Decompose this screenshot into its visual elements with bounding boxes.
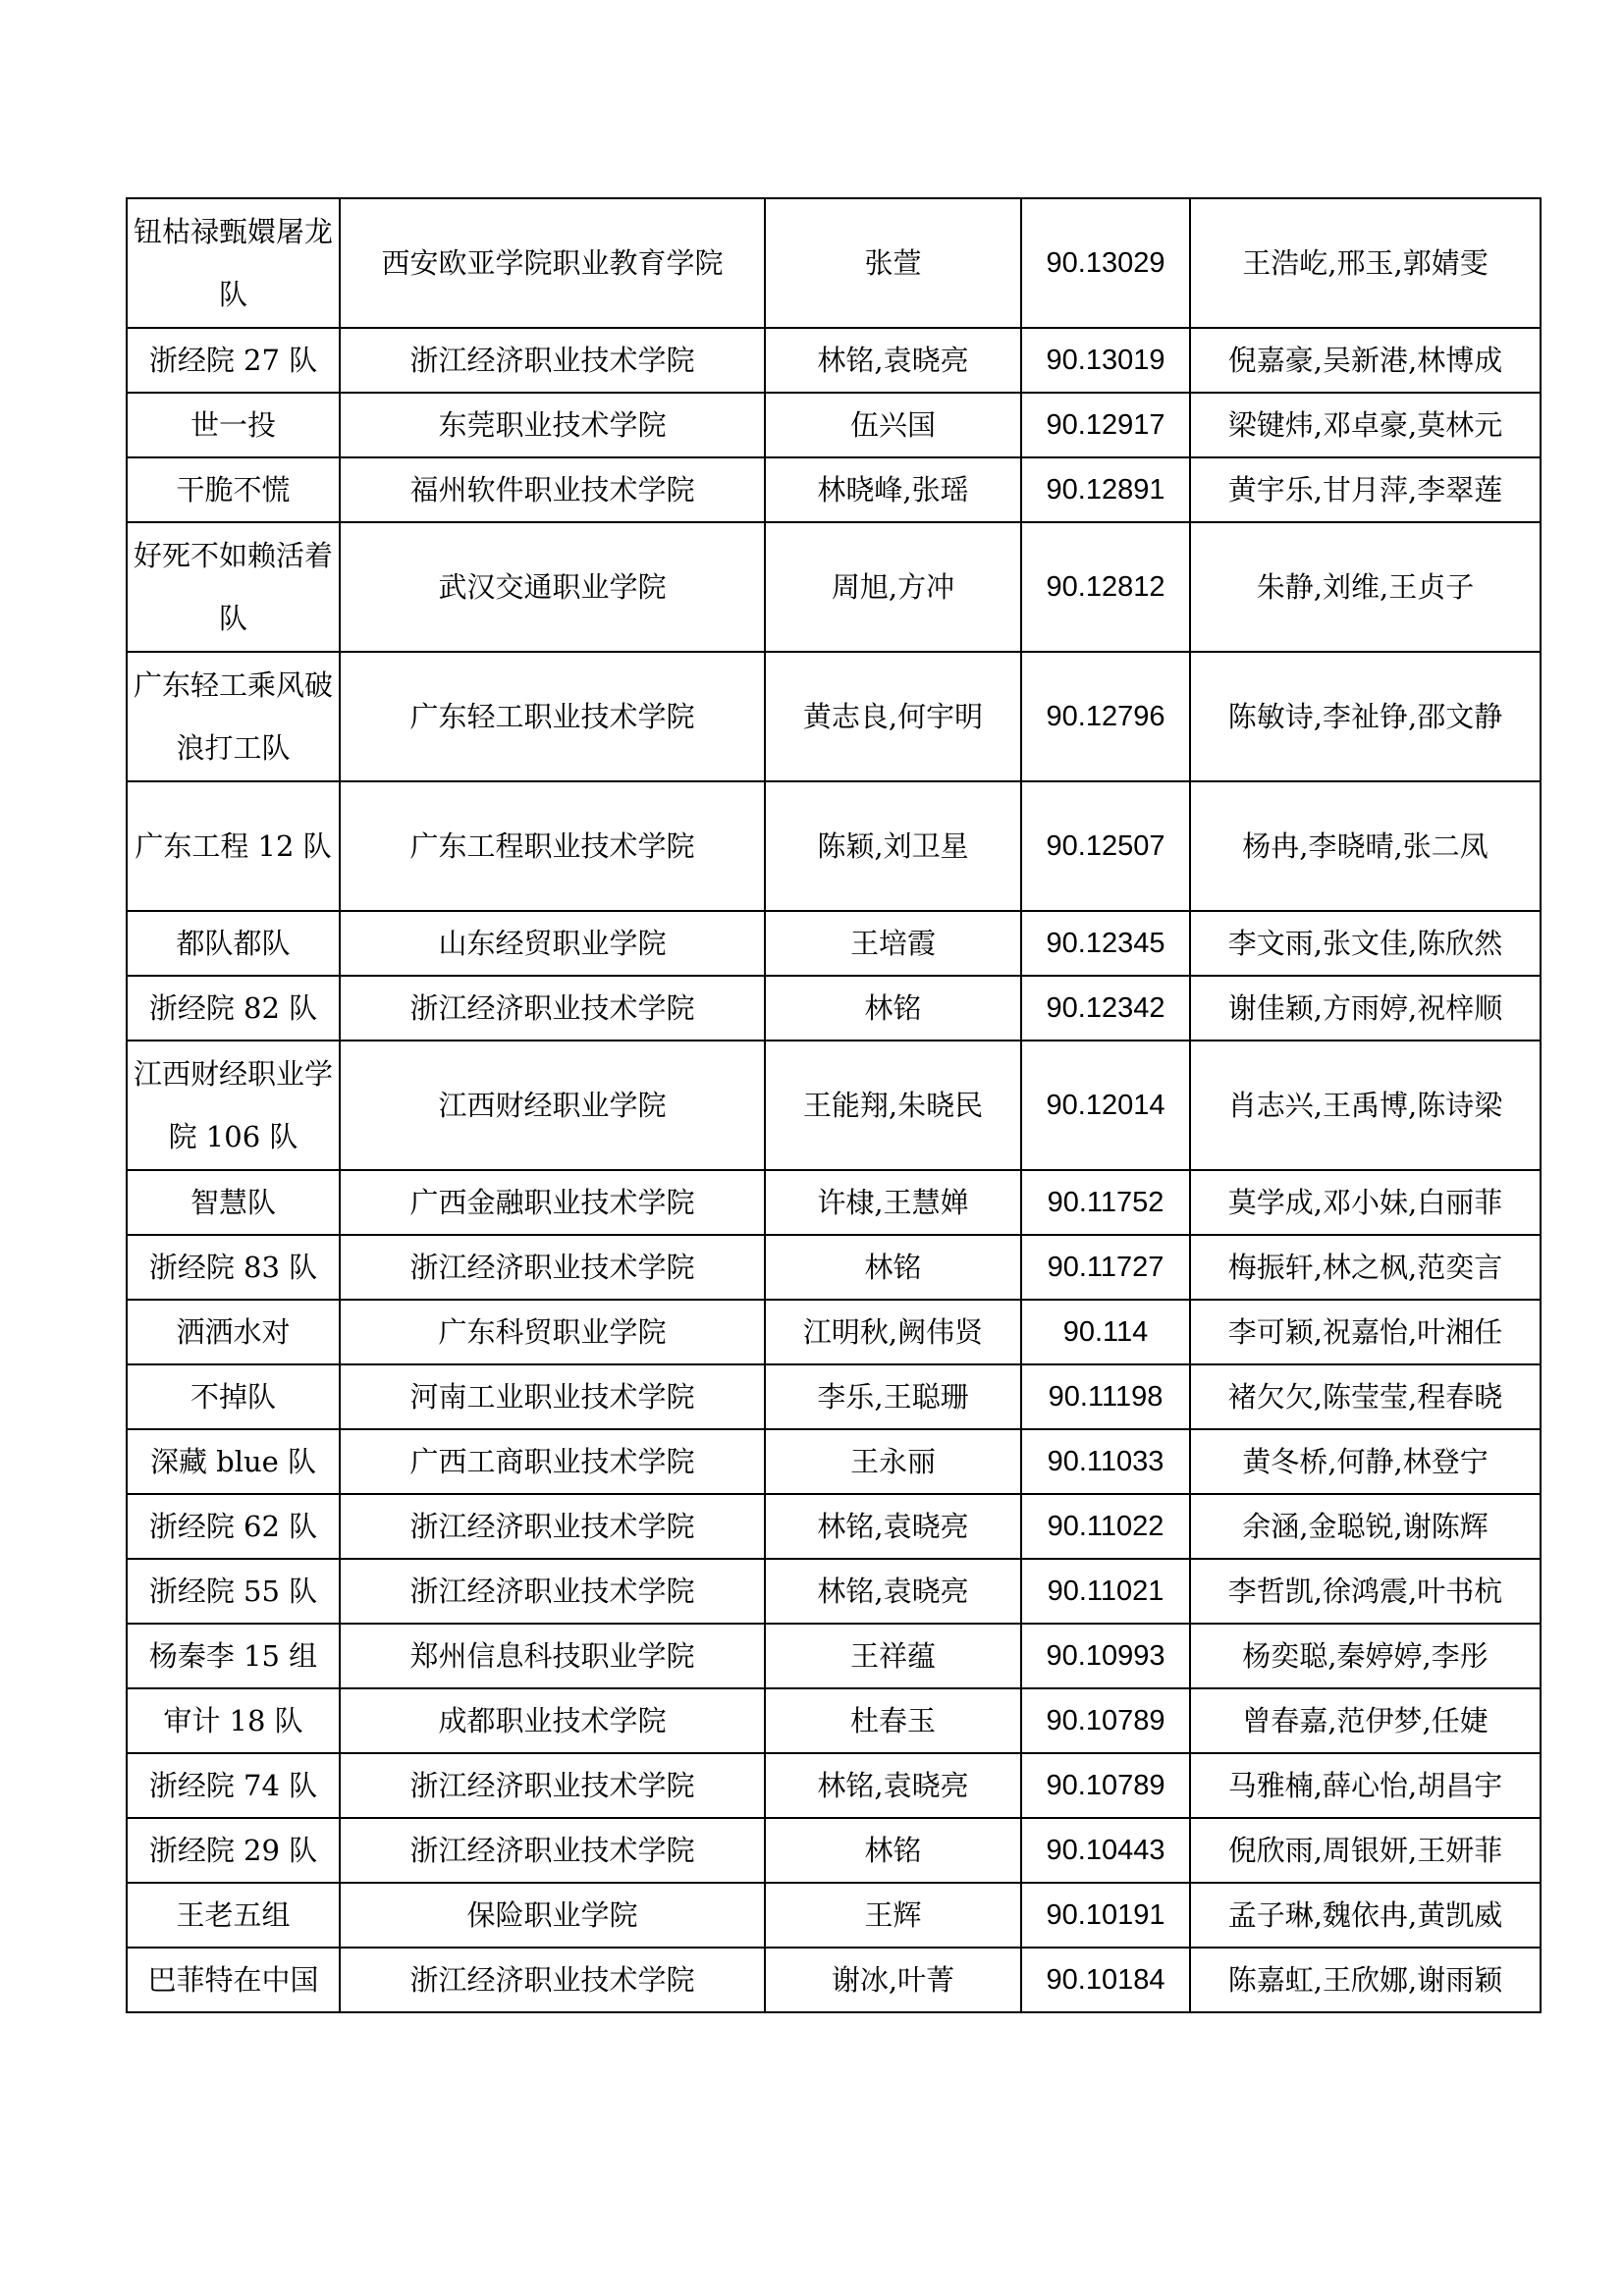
members-cell: 梁键炜,邓卓豪,莫林元 <box>1190 393 1541 457</box>
members-cell: 倪欣雨,周银妍,王妍菲 <box>1190 1818 1541 1883</box>
advisor-cell: 周旭,方冲 <box>765 522 1021 652</box>
score-cell: 90.10191 <box>1021 1883 1190 1948</box>
school-name-cell: 成都职业技术学院 <box>340 1688 765 1753</box>
members-cell: 余涵,金聪锐,谢陈辉 <box>1190 1494 1541 1559</box>
score-cell: 90.11021 <box>1021 1559 1190 1624</box>
members-cell: 李文雨,张文佳,陈欣然 <box>1190 911 1541 976</box>
table-row <box>127 393 1541 457</box>
score-cell: 90.13019 <box>1021 328 1190 393</box>
score-cell: 90.11198 <box>1021 1364 1190 1429</box>
school-name-cell: 浙江经济职业技术学院 <box>340 1494 765 1559</box>
team-name-cell: 洒洒水对 <box>127 1300 340 1364</box>
school-name-cell: 浙江经济职业技术学院 <box>340 328 765 393</box>
school-name-cell: 河南工业职业技术学院 <box>340 1364 765 1429</box>
score-cell: 90.11727 <box>1021 1235 1190 1300</box>
table-row <box>127 198 1541 328</box>
advisor-cell: 王能翔,朱晓民 <box>765 1041 1021 1170</box>
team-name-cell: 王老五组 <box>127 1883 340 1948</box>
team-name-cell: 智慧队 <box>127 1170 340 1235</box>
advisor-cell: 李乐,王聪珊 <box>765 1364 1021 1429</box>
score-cell: 90.10789 <box>1021 1688 1190 1753</box>
score-cell: 90.12507 <box>1021 781 1190 911</box>
team-name-cell: 巴菲特在中国 <box>127 1948 340 2012</box>
school-name-cell: 浙江经济职业技术学院 <box>340 1559 765 1624</box>
table-row <box>127 1948 1541 2012</box>
members-cell: 梅振轩,林之枫,范奕言 <box>1190 1235 1541 1300</box>
table-row <box>127 1429 1541 1494</box>
table-row <box>127 1883 1541 1948</box>
school-name-cell: 广东轻工职业技术学院 <box>340 652 765 781</box>
members-cell: 李可颖,祝嘉怡,叶湘任 <box>1190 1300 1541 1364</box>
team-name-cell: 都队都队 <box>127 911 340 976</box>
team-name-cell: 浙经院 55 队 <box>127 1559 340 1624</box>
table-row <box>127 328 1541 393</box>
advisor-cell: 林铭,袁晓亮 <box>765 1494 1021 1559</box>
table-row <box>127 976 1541 1041</box>
school-name-cell: 浙江经济职业技术学院 <box>340 1948 765 2012</box>
table-row <box>127 457 1541 522</box>
results-table-body <box>127 198 1541 2012</box>
team-name-cell: 不掉队 <box>127 1364 340 1429</box>
table-row <box>127 652 1541 781</box>
team-name-cell: 浙经院 29 队 <box>127 1818 340 1883</box>
members-cell: 黄宇乐,甘月萍,李翠莲 <box>1190 457 1541 522</box>
table-row <box>127 1364 1541 1429</box>
school-name-cell: 山东经贸职业学院 <box>340 911 765 976</box>
advisor-cell: 杜春玉 <box>765 1688 1021 1753</box>
members-cell: 杨奕聪,秦婷婷,李彤 <box>1190 1624 1541 1688</box>
school-name-cell: 广东工程职业技术学院 <box>340 781 765 911</box>
score-cell: 90.10993 <box>1021 1624 1190 1688</box>
table-row <box>127 522 1541 652</box>
advisor-cell: 王培霞 <box>765 911 1021 976</box>
advisor-cell: 王祥蕴 <box>765 1624 1021 1688</box>
table-row <box>127 1494 1541 1559</box>
school-name-cell: 浙江经济职业技术学院 <box>340 1235 765 1300</box>
table-row <box>127 1559 1541 1624</box>
members-cell: 褚欠欠,陈莹莹,程春晓 <box>1190 1364 1541 1429</box>
advisor-cell: 王永丽 <box>765 1429 1021 1494</box>
score-cell: 90.11033 <box>1021 1429 1190 1494</box>
team-name-cell: 浙经院 74 队 <box>127 1753 340 1818</box>
team-name-cell: 浙经院 27 队 <box>127 328 340 393</box>
members-cell: 肖志兴,王禹博,陈诗梁 <box>1190 1041 1541 1170</box>
members-cell: 孟子琳,魏依冉,黄凯威 <box>1190 1883 1541 1948</box>
table-row <box>127 1688 1541 1753</box>
members-cell: 王浩屹,邢玉,郭婧雯 <box>1190 198 1541 328</box>
table-row <box>127 1235 1541 1300</box>
advisor-cell: 谢冰,叶菁 <box>765 1948 1021 2012</box>
advisor-cell: 林铭,袁晓亮 <box>765 1753 1021 1818</box>
score-cell: 90.10184 <box>1021 1948 1190 2012</box>
school-name-cell: 广东科贸职业学院 <box>340 1300 765 1364</box>
advisor-cell: 许棣,王慧婵 <box>765 1170 1021 1235</box>
school-name-cell: 郑州信息科技职业学院 <box>340 1624 765 1688</box>
score-cell: 90.12342 <box>1021 976 1190 1041</box>
table-row <box>127 1753 1541 1818</box>
members-cell: 朱静,刘维,王贞子 <box>1190 522 1541 652</box>
score-cell: 90.114 <box>1021 1300 1190 1364</box>
score-cell: 90.13029 <box>1021 198 1190 328</box>
members-cell: 曾春嘉,范伊梦,任婕 <box>1190 1688 1541 1753</box>
table-row <box>127 1818 1541 1883</box>
school-name-cell: 西安欧亚学院职业教育学院 <box>340 198 765 328</box>
team-name-cell: 江西财经职业学院 106 队 <box>127 1041 340 1170</box>
advisor-cell: 江明秋,阙伟贤 <box>765 1300 1021 1364</box>
score-cell: 90.11022 <box>1021 1494 1190 1559</box>
score-cell: 90.10789 <box>1021 1753 1190 1818</box>
team-name-cell: 干脆不慌 <box>127 457 340 522</box>
members-cell: 谢佳颖,方雨婷,祝梓顺 <box>1190 976 1541 1041</box>
score-cell: 90.12345 <box>1021 911 1190 976</box>
members-cell: 李哲凯,徐鸿震,叶书杭 <box>1190 1559 1541 1624</box>
score-cell: 90.11752 <box>1021 1170 1190 1235</box>
score-cell: 90.12796 <box>1021 652 1190 781</box>
table-row <box>127 1624 1541 1688</box>
team-name-cell: 广东工程 12 队 <box>127 781 340 911</box>
members-cell: 黄冬桥,何静,林登宁 <box>1190 1429 1541 1494</box>
score-cell: 90.12014 <box>1021 1041 1190 1170</box>
school-name-cell: 武汉交通职业学院 <box>340 522 765 652</box>
school-name-cell: 福州软件职业技术学院 <box>340 457 765 522</box>
score-cell: 90.12917 <box>1021 393 1190 457</box>
score-cell: 90.10443 <box>1021 1818 1190 1883</box>
members-cell: 马雅楠,薛心怡,胡昌宇 <box>1190 1753 1541 1818</box>
team-name-cell: 世一投 <box>127 393 340 457</box>
advisor-cell: 林晓峰,张瑶 <box>765 457 1021 522</box>
table-row <box>127 1041 1541 1170</box>
school-name-cell: 广西金融职业技术学院 <box>340 1170 765 1235</box>
advisor-cell: 林铭,袁晓亮 <box>765 328 1021 393</box>
team-name-cell: 深藏 blue 队 <box>127 1429 340 1494</box>
advisor-cell: 黄志良,何宇明 <box>765 652 1021 781</box>
school-name-cell: 东莞职业技术学院 <box>340 393 765 457</box>
score-cell: 90.12891 <box>1021 457 1190 522</box>
advisor-cell: 林铭 <box>765 1818 1021 1883</box>
members-cell: 莫学成,邓小妹,白丽菲 <box>1190 1170 1541 1235</box>
advisor-cell: 伍兴国 <box>765 393 1021 457</box>
table-row <box>127 781 1541 911</box>
table-row <box>127 1300 1541 1364</box>
members-cell: 倪嘉豪,吴新港,林博成 <box>1190 328 1541 393</box>
school-name-cell: 浙江经济职业技术学院 <box>340 976 765 1041</box>
table-row <box>127 1170 1541 1235</box>
team-name-cell: 审计 18 队 <box>127 1688 340 1753</box>
advisor-cell: 陈颖,刘卫星 <box>765 781 1021 911</box>
team-name-cell: 杨秦李 15 组 <box>127 1624 340 1688</box>
team-name-cell: 浙经院 83 队 <box>127 1235 340 1300</box>
members-cell: 杨冉,李晓晴,张二凤 <box>1190 781 1541 911</box>
advisor-cell: 林铭 <box>765 976 1021 1041</box>
school-name-cell: 浙江经济职业技术学院 <box>340 1753 765 1818</box>
advisor-cell: 林铭,袁晓亮 <box>765 1559 1021 1624</box>
school-name-cell: 浙江经济职业技术学院 <box>340 1818 765 1883</box>
members-cell: 陈敏诗,李祉铮,邵文静 <box>1190 652 1541 781</box>
school-name-cell: 江西财经职业学院 <box>340 1041 765 1170</box>
results-table <box>126 197 1542 2013</box>
team-name-cell: 好死不如赖活着队 <box>127 522 340 652</box>
advisor-cell: 王辉 <box>765 1883 1021 1948</box>
school-name-cell: 保险职业学院 <box>340 1883 765 1948</box>
members-cell: 陈嘉虹,王欣娜,谢雨颖 <box>1190 1948 1541 2012</box>
team-name-cell: 浙经院 62 队 <box>127 1494 340 1559</box>
score-cell: 90.12812 <box>1021 522 1190 652</box>
advisor-cell: 林铭 <box>765 1235 1021 1300</box>
team-name-cell: 广东轻工乘风破浪打工队 <box>127 652 340 781</box>
team-name-cell: 钮枯禄甄嬛屠龙队 <box>127 198 340 328</box>
school-name-cell: 广西工商职业技术学院 <box>340 1429 765 1494</box>
advisor-cell: 张萱 <box>765 198 1021 328</box>
table-row <box>127 911 1541 976</box>
team-name-cell: 浙经院 82 队 <box>127 976 340 1041</box>
